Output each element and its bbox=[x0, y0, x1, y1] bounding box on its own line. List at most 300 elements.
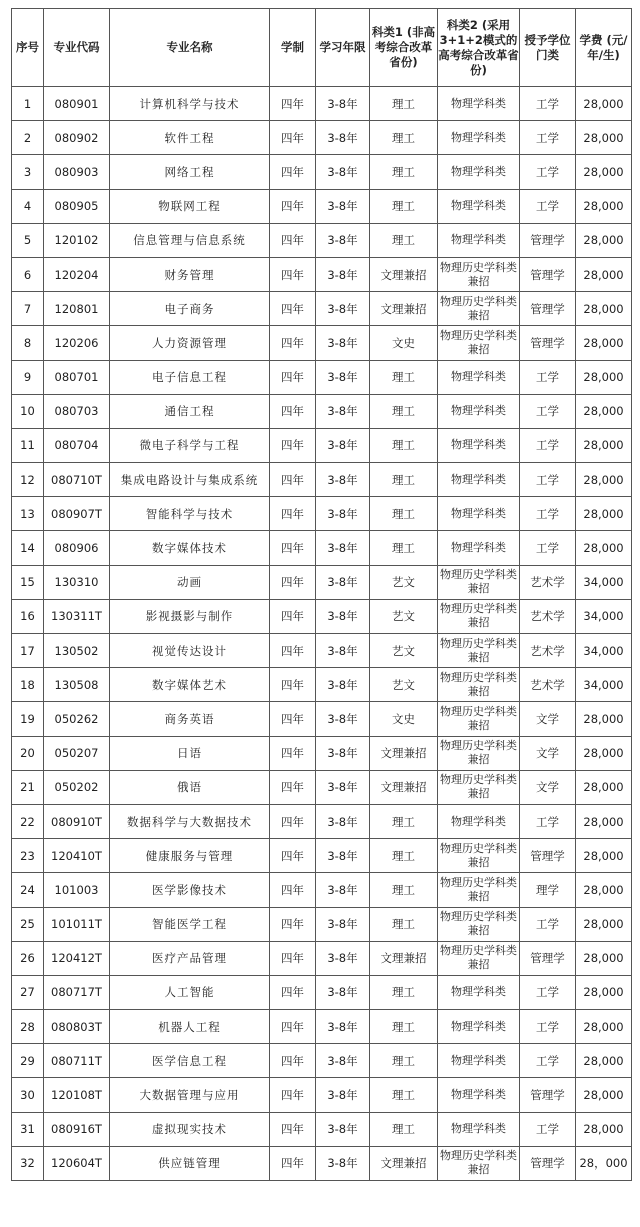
study-years-cell: 3-8年 bbox=[316, 189, 370, 223]
tuition-cell: 34,000 bbox=[576, 565, 632, 599]
row-index-cell: 15 bbox=[12, 565, 44, 599]
major-name-cell: 视觉传达设计 bbox=[110, 634, 270, 668]
category-1-cell: 理工 bbox=[370, 189, 438, 223]
major-name-cell: 电子信息工程 bbox=[110, 360, 270, 394]
tuition-cell: 28,000 bbox=[576, 941, 632, 975]
major-name-cell: 供应链管理 bbox=[110, 1146, 270, 1180]
study-years-cell: 3-8年 bbox=[316, 599, 370, 633]
category-2-cell: 物理学科类 bbox=[438, 223, 520, 257]
degree-type-cell: 工学 bbox=[520, 463, 576, 497]
table-row bbox=[12, 463, 632, 497]
duration-cell: 四年 bbox=[270, 257, 316, 291]
row-index-cell: 12 bbox=[12, 463, 44, 497]
row-index-cell: 19 bbox=[12, 702, 44, 736]
table-row bbox=[12, 873, 632, 907]
table-row bbox=[12, 770, 632, 804]
major-code-cell: 050207 bbox=[44, 736, 110, 770]
study-years-cell: 3-8年 bbox=[316, 1010, 370, 1044]
duration-cell: 四年 bbox=[270, 1078, 316, 1112]
tuition-cell: 28,000 bbox=[576, 736, 632, 770]
category-1-cell: 理工 bbox=[370, 975, 438, 1009]
study-years-cell: 3-8年 bbox=[316, 326, 370, 360]
category-1-cell: 理工 bbox=[370, 394, 438, 428]
row-index-cell: 22 bbox=[12, 804, 44, 838]
tuition-cell: 34,000 bbox=[576, 634, 632, 668]
study-years-cell: 3-8年 bbox=[316, 634, 370, 668]
tuition-cell: 28,000 bbox=[576, 121, 632, 155]
major-code-cell: 080703 bbox=[44, 394, 110, 428]
tuition-cell: 28,000 bbox=[576, 1044, 632, 1078]
degree-type-cell: 管理学 bbox=[520, 1146, 576, 1180]
row-index-cell: 20 bbox=[12, 736, 44, 770]
degree-type-cell: 管理学 bbox=[520, 223, 576, 257]
row-index-cell: 32 bbox=[12, 1146, 44, 1180]
header-cell: 序号 bbox=[12, 9, 44, 87]
major-code-cell: 120204 bbox=[44, 257, 110, 291]
category-1-cell: 艺文 bbox=[370, 565, 438, 599]
category-2-cell: 物理学科类 bbox=[438, 1044, 520, 1078]
row-index-cell: 14 bbox=[12, 531, 44, 565]
tuition-cell: 28,000 bbox=[576, 360, 632, 394]
degree-type-cell: 管理学 bbox=[520, 292, 576, 326]
major-name-cell: 电子商务 bbox=[110, 292, 270, 326]
header-cell: 科类2 (采用3+1+2模式的高考综合改革省份) bbox=[438, 9, 520, 87]
study-years-cell: 3-8年 bbox=[316, 1146, 370, 1180]
category-1-cell: 文理兼招 bbox=[370, 1146, 438, 1180]
row-index-cell: 28 bbox=[12, 1010, 44, 1044]
major-code-cell: 080907T bbox=[44, 497, 110, 531]
tuition-cell: 28,000 bbox=[576, 531, 632, 565]
major-name-cell: 人工智能 bbox=[110, 975, 270, 1009]
duration-cell: 四年 bbox=[270, 531, 316, 565]
tuition-cell: 28,000 bbox=[576, 257, 632, 291]
row-index-cell: 10 bbox=[12, 394, 44, 428]
category-1-cell: 文理兼招 bbox=[370, 257, 438, 291]
study-years-cell: 3-8年 bbox=[316, 360, 370, 394]
table-row bbox=[12, 941, 632, 975]
table-row bbox=[12, 907, 632, 941]
degree-type-cell: 艺术学 bbox=[520, 668, 576, 702]
category-2-cell: 物理历史学科类兼招 bbox=[438, 257, 520, 291]
degree-type-cell: 管理学 bbox=[520, 326, 576, 360]
major-name-cell: 物联网工程 bbox=[110, 189, 270, 223]
study-years-cell: 3-8年 bbox=[316, 155, 370, 189]
duration-cell: 四年 bbox=[270, 394, 316, 428]
major-code-cell: 080902 bbox=[44, 121, 110, 155]
category-1-cell: 理工 bbox=[370, 839, 438, 873]
degree-type-cell: 工学 bbox=[520, 531, 576, 565]
duration-cell: 四年 bbox=[270, 326, 316, 360]
row-index-cell: 13 bbox=[12, 497, 44, 531]
duration-cell: 四年 bbox=[270, 839, 316, 873]
table-row bbox=[12, 428, 632, 462]
major-code-cell: 050202 bbox=[44, 770, 110, 804]
row-index-cell: 11 bbox=[12, 428, 44, 462]
table-row bbox=[12, 497, 632, 531]
row-index-cell: 16 bbox=[12, 599, 44, 633]
major-name-cell: 网络工程 bbox=[110, 155, 270, 189]
degree-type-cell: 工学 bbox=[520, 121, 576, 155]
study-years-cell: 3-8年 bbox=[316, 941, 370, 975]
major-name-cell: 财务管理 bbox=[110, 257, 270, 291]
table-row bbox=[12, 1010, 632, 1044]
tuition-cell: 28,000 bbox=[576, 155, 632, 189]
duration-cell: 四年 bbox=[270, 804, 316, 838]
study-years-cell: 3-8年 bbox=[316, 1078, 370, 1112]
major-code-cell: 130508 bbox=[44, 668, 110, 702]
major-code-cell: 120102 bbox=[44, 223, 110, 257]
category-2-cell: 物理学科类 bbox=[438, 121, 520, 155]
degree-type-cell: 艺术学 bbox=[520, 634, 576, 668]
study-years-cell: 3-8年 bbox=[316, 428, 370, 462]
table-row bbox=[12, 257, 632, 291]
row-index-cell: 6 bbox=[12, 257, 44, 291]
degree-type-cell: 工学 bbox=[520, 394, 576, 428]
category-2-cell: 物理历史学科类兼招 bbox=[438, 292, 520, 326]
table-row bbox=[12, 1044, 632, 1078]
duration-cell: 四年 bbox=[270, 155, 316, 189]
major-name-cell: 俄语 bbox=[110, 770, 270, 804]
category-2-cell: 物理学科类 bbox=[438, 155, 520, 189]
major-code-cell: 080710T bbox=[44, 463, 110, 497]
category-1-cell: 艺文 bbox=[370, 668, 438, 702]
row-index-cell: 31 bbox=[12, 1112, 44, 1146]
degree-type-cell: 文学 bbox=[520, 770, 576, 804]
category-1-cell: 理工 bbox=[370, 804, 438, 838]
category-2-cell: 物理学科类 bbox=[438, 87, 520, 121]
major-name-cell: 数字媒体艺术 bbox=[110, 668, 270, 702]
major-code-cell: 080803T bbox=[44, 1010, 110, 1044]
table-row bbox=[12, 975, 632, 1009]
study-years-cell: 3-8年 bbox=[316, 1044, 370, 1078]
table-row bbox=[12, 1112, 632, 1146]
category-1-cell: 文理兼招 bbox=[370, 736, 438, 770]
row-index-cell: 17 bbox=[12, 634, 44, 668]
study-years-cell: 3-8年 bbox=[316, 668, 370, 702]
tuition-cell: 28,000 bbox=[576, 804, 632, 838]
header-row bbox=[12, 9, 632, 87]
major-code-cell: 120412T bbox=[44, 941, 110, 975]
header-cell: 专业代码 bbox=[44, 9, 110, 87]
major-name-cell: 日语 bbox=[110, 736, 270, 770]
duration-cell: 四年 bbox=[270, 668, 316, 702]
degree-type-cell: 工学 bbox=[520, 189, 576, 223]
tuition-cell: 28,000 bbox=[576, 428, 632, 462]
table-row bbox=[12, 394, 632, 428]
category-2-cell: 物理历史学科类兼招 bbox=[438, 907, 520, 941]
major-name-cell: 信息管理与信息系统 bbox=[110, 223, 270, 257]
degree-type-cell: 工学 bbox=[520, 907, 576, 941]
major-name-cell: 集成电路设计与集成系统 bbox=[110, 463, 270, 497]
major-code-cell: 101011T bbox=[44, 907, 110, 941]
category-1-cell: 理工 bbox=[370, 907, 438, 941]
table-row bbox=[12, 531, 632, 565]
category-1-cell: 文理兼招 bbox=[370, 941, 438, 975]
category-2-cell: 物理学科类 bbox=[438, 360, 520, 394]
table-row bbox=[12, 155, 632, 189]
major-code-cell: 120108T bbox=[44, 1078, 110, 1112]
category-2-cell: 物理学科类 bbox=[438, 1112, 520, 1146]
study-years-cell: 3-8年 bbox=[316, 394, 370, 428]
study-years-cell: 3-8年 bbox=[316, 770, 370, 804]
major-code-cell: 080711T bbox=[44, 1044, 110, 1078]
duration-cell: 四年 bbox=[270, 463, 316, 497]
study-years-cell: 3-8年 bbox=[316, 804, 370, 838]
header-cell: 学费 (元/年/生) bbox=[576, 9, 632, 87]
degree-type-cell: 工学 bbox=[520, 1010, 576, 1044]
table-row bbox=[12, 223, 632, 257]
row-index-cell: 27 bbox=[12, 975, 44, 1009]
category-2-cell: 物理历史学科类兼招 bbox=[438, 1146, 520, 1180]
tuition-cell: 28,000 bbox=[576, 189, 632, 223]
degree-type-cell: 管理学 bbox=[520, 839, 576, 873]
major-code-cell: 120206 bbox=[44, 326, 110, 360]
row-index-cell: 24 bbox=[12, 873, 44, 907]
category-1-cell: 理工 bbox=[370, 497, 438, 531]
category-1-cell: 文理兼招 bbox=[370, 292, 438, 326]
study-years-cell: 3-8年 bbox=[316, 736, 370, 770]
duration-cell: 四年 bbox=[270, 360, 316, 394]
table-row bbox=[12, 599, 632, 633]
category-2-cell: 物理历史学科类兼招 bbox=[438, 736, 520, 770]
major-code-cell: 120410T bbox=[44, 839, 110, 873]
category-2-cell: 物理学科类 bbox=[438, 428, 520, 462]
row-index-cell: 8 bbox=[12, 326, 44, 360]
duration-cell: 四年 bbox=[270, 975, 316, 1009]
row-index-cell: 30 bbox=[12, 1078, 44, 1112]
category-2-cell: 物理历史学科类兼招 bbox=[438, 770, 520, 804]
major-code-cell: 080903 bbox=[44, 155, 110, 189]
table-row bbox=[12, 634, 632, 668]
category-2-cell: 物理历史学科类兼招 bbox=[438, 326, 520, 360]
study-years-cell: 3-8年 bbox=[316, 907, 370, 941]
duration-cell: 四年 bbox=[270, 87, 316, 121]
degree-type-cell: 工学 bbox=[520, 360, 576, 394]
category-1-cell: 理工 bbox=[370, 463, 438, 497]
major-code-cell: 130502 bbox=[44, 634, 110, 668]
category-1-cell: 理工 bbox=[370, 87, 438, 121]
major-name-cell: 动画 bbox=[110, 565, 270, 599]
duration-cell: 四年 bbox=[270, 634, 316, 668]
degree-type-cell: 工学 bbox=[520, 1112, 576, 1146]
header-cell: 学习年限 bbox=[316, 9, 370, 87]
study-years-cell: 3-8年 bbox=[316, 497, 370, 531]
tuition-cell: 28,000 bbox=[576, 702, 632, 736]
tuition-cell: 28,000 bbox=[576, 394, 632, 428]
category-1-cell: 理工 bbox=[370, 428, 438, 462]
tuition-cell: 28,000 bbox=[576, 907, 632, 941]
table-row bbox=[12, 121, 632, 155]
tuition-cell: 28,000 bbox=[576, 497, 632, 531]
category-2-cell: 物理学科类 bbox=[438, 531, 520, 565]
tuition-cell: 28,000 bbox=[576, 1010, 632, 1044]
major-name-cell: 健康服务与管理 bbox=[110, 839, 270, 873]
category-1-cell: 理工 bbox=[370, 1112, 438, 1146]
table-row bbox=[12, 1146, 632, 1180]
category-1-cell: 文史 bbox=[370, 702, 438, 736]
major-name-cell: 大数据管理与应用 bbox=[110, 1078, 270, 1112]
study-years-cell: 3-8年 bbox=[316, 702, 370, 736]
category-2-cell: 物理历史学科类兼招 bbox=[438, 565, 520, 599]
category-1-cell: 理工 bbox=[370, 1044, 438, 1078]
table-row bbox=[12, 292, 632, 326]
degree-type-cell: 管理学 bbox=[520, 257, 576, 291]
major-name-cell: 机器人工程 bbox=[110, 1010, 270, 1044]
major-name-cell: 数字媒体技术 bbox=[110, 531, 270, 565]
duration-cell: 四年 bbox=[270, 873, 316, 907]
degree-type-cell: 工学 bbox=[520, 975, 576, 1009]
tuition-cell: 34,000 bbox=[576, 668, 632, 702]
major-code-cell: 080905 bbox=[44, 189, 110, 223]
category-2-cell: 物理学科类 bbox=[438, 463, 520, 497]
row-index-cell: 26 bbox=[12, 941, 44, 975]
header-cell: 科类1 (非高考综合改革省份) bbox=[370, 9, 438, 87]
table-row bbox=[12, 360, 632, 394]
major-code-cell: 130310 bbox=[44, 565, 110, 599]
category-1-cell: 理工 bbox=[370, 1010, 438, 1044]
category-2-cell: 物理学科类 bbox=[438, 394, 520, 428]
row-index-cell: 7 bbox=[12, 292, 44, 326]
duration-cell: 四年 bbox=[270, 941, 316, 975]
category-2-cell: 物理历史学科类兼招 bbox=[438, 668, 520, 702]
majors-table bbox=[11, 8, 632, 1181]
major-name-cell: 商务英语 bbox=[110, 702, 270, 736]
study-years-cell: 3-8年 bbox=[316, 87, 370, 121]
row-index-cell: 29 bbox=[12, 1044, 44, 1078]
duration-cell: 四年 bbox=[270, 702, 316, 736]
duration-cell: 四年 bbox=[270, 565, 316, 599]
degree-type-cell: 文学 bbox=[520, 702, 576, 736]
duration-cell: 四年 bbox=[270, 292, 316, 326]
tuition-cell: 34,000 bbox=[576, 599, 632, 633]
category-2-cell: 物理历史学科类兼招 bbox=[438, 839, 520, 873]
major-code-cell: 080717T bbox=[44, 975, 110, 1009]
table-row bbox=[12, 804, 632, 838]
major-name-cell: 影视摄影与制作 bbox=[110, 599, 270, 633]
major-code-cell: 050262 bbox=[44, 702, 110, 736]
category-2-cell: 物理历史学科类兼招 bbox=[438, 702, 520, 736]
major-name-cell: 医疗产品管理 bbox=[110, 941, 270, 975]
category-2-cell: 物理学科类 bbox=[438, 975, 520, 1009]
header-cell: 学制 bbox=[270, 9, 316, 87]
table-row bbox=[12, 839, 632, 873]
category-2-cell: 物理历史学科类兼招 bbox=[438, 599, 520, 633]
major-name-cell: 人力资源管理 bbox=[110, 326, 270, 360]
category-1-cell: 文史 bbox=[370, 326, 438, 360]
degree-type-cell: 工学 bbox=[520, 428, 576, 462]
category-1-cell: 理工 bbox=[370, 360, 438, 394]
study-years-cell: 3-8年 bbox=[316, 839, 370, 873]
table-row bbox=[12, 189, 632, 223]
major-code-cell: 080701 bbox=[44, 360, 110, 394]
major-code-cell: 120801 bbox=[44, 292, 110, 326]
duration-cell: 四年 bbox=[270, 1146, 316, 1180]
category-2-cell: 物理学科类 bbox=[438, 1010, 520, 1044]
study-years-cell: 3-8年 bbox=[316, 257, 370, 291]
row-index-cell: 21 bbox=[12, 770, 44, 804]
duration-cell: 四年 bbox=[270, 223, 316, 257]
duration-cell: 四年 bbox=[270, 189, 316, 223]
study-years-cell: 3-8年 bbox=[316, 223, 370, 257]
major-name-cell: 微电子科学与工程 bbox=[110, 428, 270, 462]
duration-cell: 四年 bbox=[270, 907, 316, 941]
study-years-cell: 3-8年 bbox=[316, 463, 370, 497]
major-name-cell: 智能医学工程 bbox=[110, 907, 270, 941]
duration-cell: 四年 bbox=[270, 497, 316, 531]
major-code-cell: 101003 bbox=[44, 873, 110, 907]
degree-type-cell: 工学 bbox=[520, 1044, 576, 1078]
tuition-cell: 28,000 bbox=[576, 839, 632, 873]
table-row bbox=[12, 668, 632, 702]
row-index-cell: 25 bbox=[12, 907, 44, 941]
major-name-cell: 通信工程 bbox=[110, 394, 270, 428]
study-years-cell: 3-8年 bbox=[316, 531, 370, 565]
category-2-cell: 物理学科类 bbox=[438, 497, 520, 531]
major-name-cell: 智能科学与技术 bbox=[110, 497, 270, 531]
tuition-cell: 28，000 bbox=[576, 1146, 632, 1180]
study-years-cell: 3-8年 bbox=[316, 121, 370, 155]
duration-cell: 四年 bbox=[270, 736, 316, 770]
table-row bbox=[12, 87, 632, 121]
tuition-cell: 28,000 bbox=[576, 770, 632, 804]
major-code-cell: 080906 bbox=[44, 531, 110, 565]
degree-type-cell: 艺术学 bbox=[520, 565, 576, 599]
category-1-cell: 艺文 bbox=[370, 599, 438, 633]
major-code-cell: 120604T bbox=[44, 1146, 110, 1180]
category-1-cell: 理工 bbox=[370, 121, 438, 155]
duration-cell: 四年 bbox=[270, 770, 316, 804]
duration-cell: 四年 bbox=[270, 1010, 316, 1044]
degree-type-cell: 工学 bbox=[520, 87, 576, 121]
category-2-cell: 物理历史学科类兼招 bbox=[438, 634, 520, 668]
study-years-cell: 3-8年 bbox=[316, 1112, 370, 1146]
row-index-cell: 2 bbox=[12, 121, 44, 155]
table-row bbox=[12, 702, 632, 736]
row-index-cell: 5 bbox=[12, 223, 44, 257]
degree-type-cell: 文学 bbox=[520, 736, 576, 770]
row-index-cell: 23 bbox=[12, 839, 44, 873]
degree-type-cell: 理学 bbox=[520, 873, 576, 907]
category-1-cell: 文理兼招 bbox=[370, 770, 438, 804]
category-2-cell: 物理历史学科类兼招 bbox=[438, 873, 520, 907]
category-1-cell: 艺文 bbox=[370, 634, 438, 668]
major-name-cell: 数据科学与大数据技术 bbox=[110, 804, 270, 838]
tuition-cell: 28,000 bbox=[576, 87, 632, 121]
row-index-cell: 9 bbox=[12, 360, 44, 394]
major-name-cell: 软件工程 bbox=[110, 121, 270, 155]
major-code-cell: 130311T bbox=[44, 599, 110, 633]
major-code-cell: 080916T bbox=[44, 1112, 110, 1146]
row-index-cell: 4 bbox=[12, 189, 44, 223]
category-1-cell: 理工 bbox=[370, 223, 438, 257]
row-index-cell: 3 bbox=[12, 155, 44, 189]
major-name-cell: 计算机科学与技术 bbox=[110, 87, 270, 121]
degree-type-cell: 工学 bbox=[520, 155, 576, 189]
category-1-cell: 理工 bbox=[370, 1078, 438, 1112]
tuition-cell: 28,000 bbox=[576, 292, 632, 326]
major-code-cell: 080910T bbox=[44, 804, 110, 838]
degree-type-cell: 工学 bbox=[520, 804, 576, 838]
degree-type-cell: 管理学 bbox=[520, 1078, 576, 1112]
category-1-cell: 理工 bbox=[370, 155, 438, 189]
study-years-cell: 3-8年 bbox=[316, 975, 370, 1009]
header-cell: 专业名称 bbox=[110, 9, 270, 87]
table-row bbox=[12, 736, 632, 770]
duration-cell: 四年 bbox=[270, 1044, 316, 1078]
tuition-cell: 28,000 bbox=[576, 873, 632, 907]
study-years-cell: 3-8年 bbox=[316, 565, 370, 599]
tuition-cell: 28,000 bbox=[576, 1112, 632, 1146]
